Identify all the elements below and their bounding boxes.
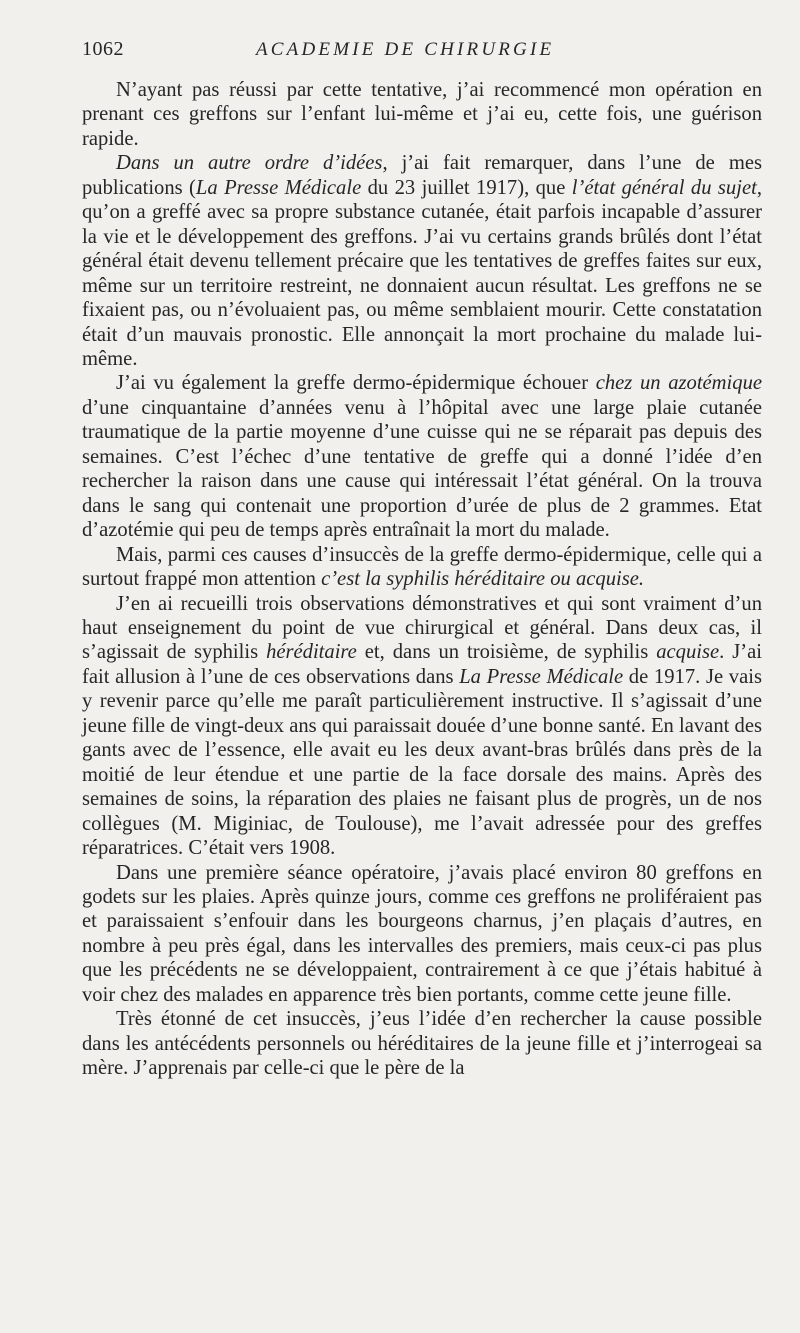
paragraph xyxy=(82,543,762,592)
italic-text: héréditaire xyxy=(266,641,357,664)
italic-text: chez un azotémique xyxy=(595,372,763,395)
paragraph xyxy=(82,592,762,861)
text-run: J’ai vu également la greffe dermo-épidermique échouer xyxy=(116,372,596,395)
text-run: . J’ai fait allusion à l’une de ces observations dans xyxy=(82,641,762,688)
paragraph xyxy=(82,78,762,151)
text-run: Dans une première séance opératoire, j’avais placé environ 80 greffons en godets sur les plaies. Après quinze jours, comme ces greffons ne proliféraient pas et paraissaient s’enfouir dans les bourgeons charnus, j’en plaçais d’autres, en nombre à peu près égal, dans les intervalles des premiers, mais ceux-ci pas plus que les précédents ne se développaient, contrairement à ce que j’étais habitué à voir chez des malades en apparence très bien portants, comme cette jeune fille. xyxy=(82,861,762,1006)
article-body xyxy=(82,78,762,1081)
text-run: du 23 juillet 1917), que xyxy=(361,176,572,199)
paragraph xyxy=(82,371,762,542)
paragraph xyxy=(82,1007,762,1080)
journal-title: ACADEMIE DE CHIRURGIE xyxy=(256,39,555,60)
italic-text: La Presse Médicale xyxy=(459,665,624,688)
italic-text: Dans un autre ordre d’idées xyxy=(116,152,383,175)
italic-text: La Presse Médicale xyxy=(195,176,362,199)
text-run: , qu’on a greffé avec sa propre substance cutanée, était parfois incapable d’assurer la vie et le développement des greffons. J’ai vu certains grands brûlés dont l’état général était devenu tellement précaire que les tentatives de greffes faites sur eux, même sur un territoire restreint, ne donnaient aucun résultat. Les greffons ne se fixaient pas, ou n’évoluaient pas, ou même semblaient mourir. Cette constatation était d’un mauvais pronostic. Elle annonçait la mort prochaine du malade lui-même. xyxy=(82,176,762,370)
page-number: 1062 xyxy=(82,38,124,60)
italic-text: l’état général du sujet xyxy=(571,176,757,199)
text-run: Très étonné de cet insuccès, j’eus l’idée d’en rechercher la cause possible dans les antécédents personnels ou héréditaires de la jeune fille et j’interrogeai sa mère. J’apprenais par celle-ci que le père de la xyxy=(82,1008,762,1080)
text-run: d’une cinquantaine d’années venu à l’hôpital avec une large plaie cutanée traumatique de la partie moyenne d’une cuisse qui ne se réparait pas depuis des semaines. C’est l’échec d’une tentative de greffe qui a donné l’idée d’en rechercher la raison dans une cause qui intéressait l’état général. On la trouva dans le sang qui contenait une proportion d’urée de plus de 2 grammes. Etat d’azotémie qui peu de temps après entraînait la mort du malade. xyxy=(82,396,762,542)
running-head xyxy=(82,38,762,78)
paragraph xyxy=(82,151,762,371)
text-run: Mais, parmi ces causes d’insuccès de la greffe dermo-épidermique, celle qui a surtout frappé mon attention xyxy=(82,543,762,591)
text-run: , j’ai fait remarquer, dans l’une de mes publications ( xyxy=(82,152,762,199)
italic-text: c’est la syphilis héréditaire ou acquise. xyxy=(321,568,645,591)
text-run: J’en ai recueilli trois observations démonstratives et qui sont vraiment d’un haut enseignement du point de vue chirurgical et général. Dans deux cas, il s’agissait de syphilis xyxy=(82,592,762,664)
italic-text: acquise xyxy=(656,641,720,664)
text-run: N’ayant pas réussi par cette tentative, j’ai recommencé mon opération en prenant ces greffons sur l’enfant lui-même et j’ai eu, cette fois, une guérison rapide. xyxy=(82,79,762,150)
text-run: de 1917. Je vais y revenir parce qu’elle me paraît particulièrement instructive. Il s’agissait d’une jeune fille de vingt-deux ans qui paraissait douée d’une bonne santé. En lavant des gants avec de l’essence, elle avait eu les deux avant-bras brûlés dans près de la moitié de leur étendue et une partie de la face dorsale des mains. Après des semaines de soins, la réparation des plaies ne faisant plus de progrès, un de nos collègues (M. Miginiac, de Toulouse), me l’avait adressée pour des greffes réparatrices. C’était vers 1908. xyxy=(82,665,762,860)
text-run: et, dans un troisième, de syphilis xyxy=(356,641,657,664)
paragraph xyxy=(82,861,762,1008)
